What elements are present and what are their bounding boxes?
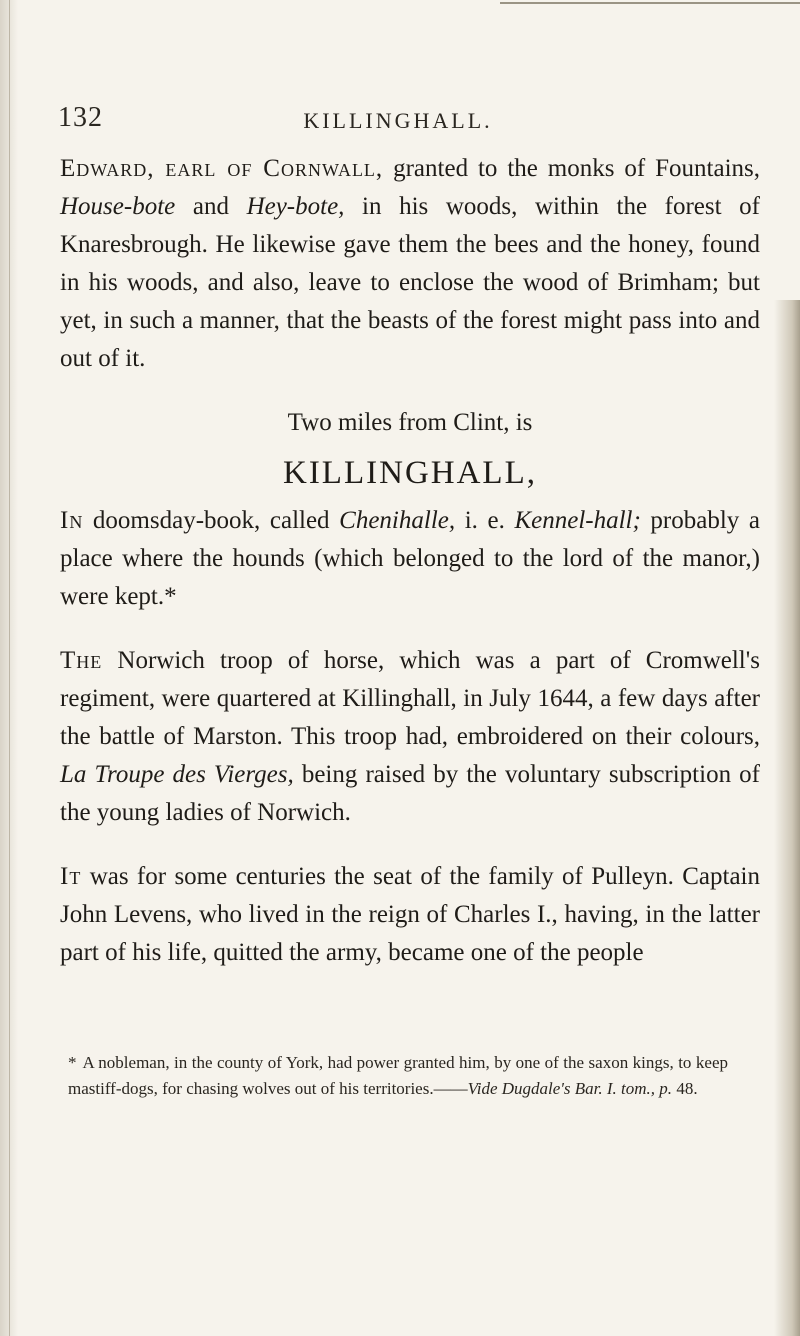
distance-line: Two miles from Clint, is	[287, 409, 533, 436]
italic-term: Kennel-hall;	[514, 507, 641, 534]
paragraph-pulleyn	[60, 858, 760, 972]
italic-term: House-bote	[60, 193, 176, 220]
page-header	[58, 102, 758, 142]
paragraph-text: in his woods, within the forest of Knaresbrough. He likewise gave them the bees and the honey, found in his woods, and also, leave to enclose the wood of Brimham; but yet, in such a manner, that the beasts of the forest might pass into and out of it.	[60, 193, 760, 372]
page-gutter	[0, 0, 18, 1336]
top-rule	[500, 2, 800, 4]
italic-term: Chenihalle,	[339, 507, 456, 534]
paragraph-text: probably a place where the hounds (which belonged to the lord of the manor,) were kept.*	[60, 507, 760, 610]
footnote-citation: Vide Dugdale's Bar. I. tom., p.	[467, 1079, 673, 1098]
page-edge-shadow	[774, 300, 800, 1336]
paragraph-lead: It	[60, 863, 82, 890]
page-number: 132	[58, 102, 103, 133]
paragraph-text: Norwich troop of horse, which was a part of Cromwell's regiment, were quartered at Killinghall, in July 1644, a few days after the battle of Marston. This troop had, embroidered on their colours,	[60, 647, 760, 750]
paragraph-norwich	[60, 642, 760, 832]
paragraph-lead: In	[60, 507, 84, 534]
footnote	[68, 1050, 728, 1102]
paragraph-doomsday	[60, 502, 760, 616]
footnote-text: 48.	[672, 1079, 698, 1098]
paragraph-text: i. e.	[455, 507, 515, 534]
body-text	[60, 150, 760, 998]
paragraph-text: and	[175, 193, 247, 220]
paragraph-text: doomsday-book, called	[83, 507, 340, 534]
paragraph-lead: Edward, earl of Cornwall,	[60, 155, 384, 182]
footnote-mark: *	[68, 1053, 77, 1072]
italic-term: Hey-bote,	[246, 193, 345, 220]
paragraph-text: being raised by the voluntary subscription of the young ladies of Norwich.	[60, 761, 760, 826]
paragraph-text: was for some centuries the seat of the family of Pulleyn. Captain John Levens, who lived in the reign of Charles I., having, in the latter part of his life, quitted the army, became one of the people	[60, 863, 760, 966]
paragraph-edward	[60, 150, 760, 378]
footnote-text: A nobleman, in the county of York, had power granted him, by one of the saxon kings, to keep mastiff-dogs, for chasing wolves out of his territories.——	[68, 1053, 728, 1098]
italic-term: La Troupe des Vierges,	[60, 761, 294, 788]
place-heading: KILLINGHALL,	[282, 455, 538, 491]
running-head: KILLINGHALL.	[303, 108, 493, 133]
paragraph-text: granted to the monks of Fountains,	[383, 155, 760, 182]
paragraph-lead: The	[60, 647, 103, 674]
